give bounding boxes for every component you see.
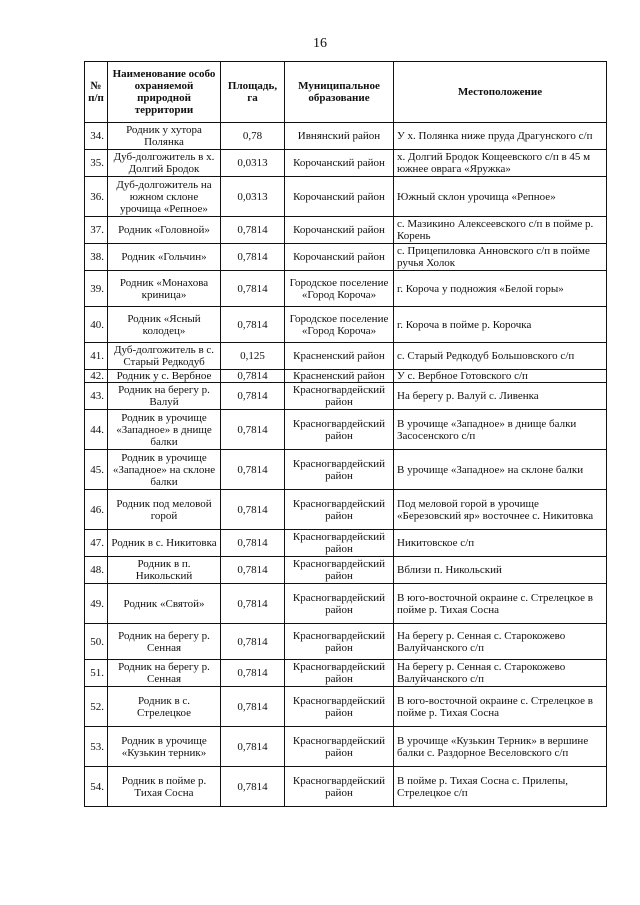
- row-municipality: Красногвардейский район: [285, 767, 394, 807]
- row-municipality: Корочанский район: [285, 217, 394, 244]
- row-municipality: Красногвардейский район: [285, 660, 394, 687]
- row-area: 0,125: [221, 343, 285, 370]
- row-municipality: Красногвардейский район: [285, 383, 394, 410]
- row-number: 47.: [85, 530, 108, 557]
- table-row: [85, 490, 607, 530]
- header-number: № п/п: [85, 62, 108, 123]
- row-number: 37.: [85, 217, 108, 244]
- header-area: Площадь, га: [221, 62, 285, 123]
- table-row: [85, 450, 607, 490]
- row-municipality: Красненский район: [285, 343, 394, 370]
- table-row: [85, 410, 607, 450]
- table-header-row: [85, 62, 607, 123]
- table-row: [85, 383, 607, 410]
- row-name: Родник «Святой»: [108, 584, 221, 624]
- row-location: с. Прицепиловка Анновского с/п в пойме ручья Холок: [394, 244, 607, 271]
- table-row: [85, 530, 607, 557]
- row-name: Родник на берегу р. Валуй: [108, 383, 221, 410]
- row-location: г. Короча у подножия «Белой горы»: [394, 271, 607, 307]
- row-number: 53.: [85, 727, 108, 767]
- row-number: 35.: [85, 150, 108, 177]
- row-municipality: Городское поселение «Город Короча»: [285, 271, 394, 307]
- row-municipality: Красногвардейский район: [285, 687, 394, 727]
- row-name: Родник в урочище «Западное» в днище балки: [108, 410, 221, 450]
- page-number: 16: [313, 36, 327, 51]
- row-number: 44.: [85, 410, 108, 450]
- row-name: Родник в пойме р. Тихая Сосна: [108, 767, 221, 807]
- table-row: [85, 123, 607, 150]
- row-location: У с. Вербное Готовского с/п: [394, 370, 607, 383]
- row-name: Родник на берегу р. Сенная: [108, 624, 221, 660]
- row-location: В пойме р. Тихая Сосна с. Прилепы, Стрелецкое с/п: [394, 767, 607, 807]
- row-area: 0,7814: [221, 660, 285, 687]
- row-name: Дуб-долгожитель в х. Долгий Бродок: [108, 150, 221, 177]
- row-name: Родник в урочище «Кузькин терник»: [108, 727, 221, 767]
- row-location: с. Мазикино Алексеевского с/п в пойме р. Корень: [394, 217, 607, 244]
- row-number: 39.: [85, 271, 108, 307]
- row-number: 40.: [85, 307, 108, 343]
- row-number: 49.: [85, 584, 108, 624]
- row-number: 50.: [85, 624, 108, 660]
- row-name: Родник «Головной»: [108, 217, 221, 244]
- row-area: 0,7814: [221, 767, 285, 807]
- row-location: В урочище «Западное» на склоне балки: [394, 450, 607, 490]
- row-number: 46.: [85, 490, 108, 530]
- table-row: [85, 343, 607, 370]
- row-number: 45.: [85, 450, 108, 490]
- row-municipality: Красногвардейский район: [285, 530, 394, 557]
- row-area: 0,7814: [221, 584, 285, 624]
- row-location: В юго-восточной окраине с. Стрелецкое в пойме р. Тихая Сосна: [394, 687, 607, 727]
- row-location: Под меловой горой в урочище «Березовский яр» восточнее с. Никитовка: [394, 490, 607, 530]
- row-number: 43.: [85, 383, 108, 410]
- row-municipality: Красногвардейский район: [285, 557, 394, 584]
- row-area: 0,7814: [221, 410, 285, 450]
- row-area: 0,7814: [221, 217, 285, 244]
- header-name: Наименование особо охраняемой природной территории: [108, 62, 221, 123]
- row-municipality: Красногвардейский район: [285, 727, 394, 767]
- row-municipality: Красногвардейский район: [285, 584, 394, 624]
- row-area: 0,7814: [221, 557, 285, 584]
- row-location: Вблизи п. Никольский: [394, 557, 607, 584]
- table-row: [85, 150, 607, 177]
- table-row: [85, 660, 607, 687]
- row-name: Родник под меловой горой: [108, 490, 221, 530]
- row-number: 48.: [85, 557, 108, 584]
- row-name: Родник в урочище «Западное» на склоне балки: [108, 450, 221, 490]
- row-name: Дуб-долгожитель в с. Старый Редкодуб: [108, 343, 221, 370]
- row-area: 0,7814: [221, 624, 285, 660]
- row-area: 0,0313: [221, 177, 285, 217]
- row-municipality: Городское поселение «Город Короча»: [285, 307, 394, 343]
- row-location: На берегу р. Сенная с. Старокожево Валуйчанского с/п: [394, 624, 607, 660]
- table-row: [85, 624, 607, 660]
- row-name: Родник у с. Вербное: [108, 370, 221, 383]
- row-municipality: Красногвардейский район: [285, 450, 394, 490]
- row-number: 38.: [85, 244, 108, 271]
- row-location: с. Старый Редкодуб Большовского с/п: [394, 343, 607, 370]
- row-name: Родник «Монахова криница»: [108, 271, 221, 307]
- row-name: Родник «Гольчин»: [108, 244, 221, 271]
- row-area: 0,7814: [221, 271, 285, 307]
- table-row: [85, 727, 607, 767]
- row-area: 0,7814: [221, 450, 285, 490]
- row-area: 0,7814: [221, 530, 285, 557]
- row-municipality: Красногвардейский район: [285, 490, 394, 530]
- table-row: [85, 584, 607, 624]
- row-location: В урочище «Западное» в днище балки Засосенского с/п: [394, 410, 607, 450]
- table-row: [85, 687, 607, 727]
- row-number: 42.: [85, 370, 108, 383]
- table-row: [85, 557, 607, 584]
- row-name: Родник на берегу р. Сенная: [108, 660, 221, 687]
- table-row: [85, 307, 607, 343]
- row-municipality: Красногвардейский район: [285, 624, 394, 660]
- table-row: [85, 370, 607, 383]
- table-row: [85, 271, 607, 307]
- row-area: 0,7814: [221, 687, 285, 727]
- header-municipality: Муниципальное образование: [285, 62, 394, 123]
- table-row: [85, 244, 607, 271]
- row-area: 0,7814: [221, 307, 285, 343]
- row-number: 52.: [85, 687, 108, 727]
- row-name: Дуб-долгожитель на южном склоне урочища «Репное»: [108, 177, 221, 217]
- row-location: На берегу р. Сенная с. Старокожево Валуйчанского с/п: [394, 660, 607, 687]
- row-name: Родник в п. Никольский: [108, 557, 221, 584]
- row-municipality: Красненский район: [285, 370, 394, 383]
- row-area: 0,7814: [221, 490, 285, 530]
- row-name: Родник в с. Стрелецкое: [108, 687, 221, 727]
- row-area: 0,78: [221, 123, 285, 150]
- row-number: 36.: [85, 177, 108, 217]
- row-area: 0,0313: [221, 150, 285, 177]
- row-name: Родник «Ясный колодец»: [108, 307, 221, 343]
- row-location: У х. Полянка ниже пруда Драгунского с/п: [394, 123, 607, 150]
- table-row: [85, 767, 607, 807]
- protected-areas-table: [84, 61, 607, 807]
- row-location: Никитовское с/п: [394, 530, 607, 557]
- row-area: 0,7814: [221, 727, 285, 767]
- row-number: 51.: [85, 660, 108, 687]
- row-municipality: Корочанский район: [285, 150, 394, 177]
- row-area: 0,7814: [221, 383, 285, 410]
- row-municipality: Красногвардейский район: [285, 410, 394, 450]
- header-location: Местоположение: [394, 62, 607, 123]
- row-location: В юго-восточной окраине с. Стрелецкое в пойме р. Тихая Сосна: [394, 584, 607, 624]
- row-municipality: Корочанский район: [285, 244, 394, 271]
- row-number: 41.: [85, 343, 108, 370]
- table-row: [85, 177, 607, 217]
- row-area: 0,7814: [221, 370, 285, 383]
- row-municipality: Корочанский район: [285, 177, 394, 217]
- table-row: [85, 217, 607, 244]
- row-location: г. Короча в пойме р. Корочка: [394, 307, 607, 343]
- row-location: Южный склон урочища «Репное»: [394, 177, 607, 217]
- row-municipality: Ивнянский район: [285, 123, 394, 150]
- row-area: 0,7814: [221, 244, 285, 271]
- row-name: Родник у хутора Полянка: [108, 123, 221, 150]
- row-number: 54.: [85, 767, 108, 807]
- row-location: На берегу р. Валуй с. Ливенка: [394, 383, 607, 410]
- row-number: 34.: [85, 123, 108, 150]
- row-name: Родник в с. Никитовка: [108, 530, 221, 557]
- row-location: х. Долгий Бродок Кощеевского с/п в 45 м южнее оврага «Яружка»: [394, 150, 607, 177]
- row-location: В урочище «Кузькин Терник» в вершине балки с. Раздорное Веселовского с/п: [394, 727, 607, 767]
